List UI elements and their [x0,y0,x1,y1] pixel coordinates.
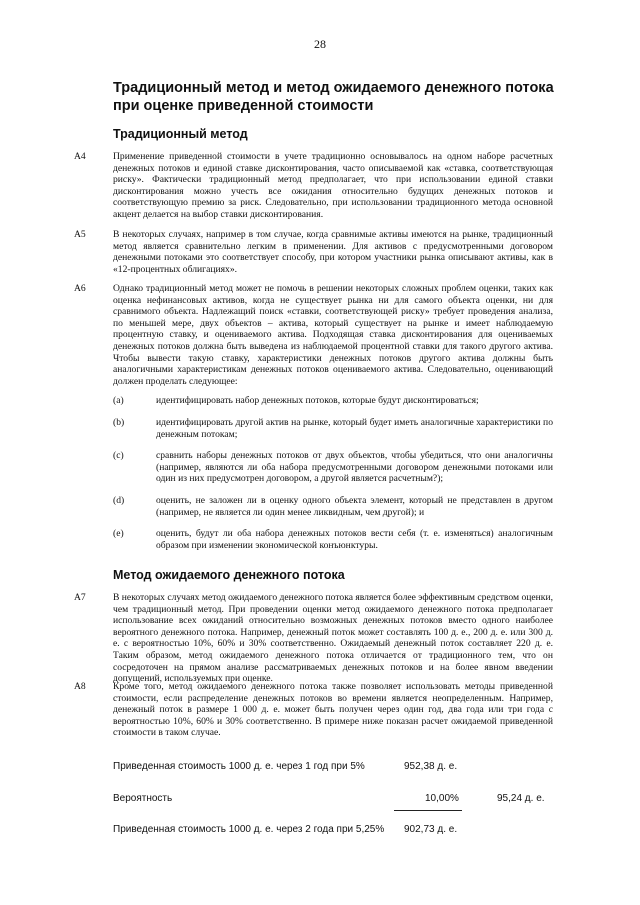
list-item-label: (e) [113,528,124,539]
title-line-1: Традиционный метод и метод ожидаемого денежного потока [113,80,554,96]
title-line-2: при оценке приведенной стоимости [113,98,374,114]
list-item-text: идентифицировать набор денежных потоков, которые будут дисконтироваться; [156,395,479,406]
paragraph-id-a7: A7 [74,592,86,603]
section-heading-expected-cash-flow: Метод ожидаемого денежного потока [113,568,345,582]
list-item-label: (b) [113,417,125,428]
section-heading-traditional: Традиционный метод [113,127,248,141]
list-item-label: (c) [113,450,124,461]
calc-row2-label: Вероятность [113,793,173,804]
paragraph-a6: Однако традиционный метод может не помочь в решении некоторых сложных проблем оценки, таких как оценка нефинансовых активов, когда не существует рынка ни для самого объекта оценки, ни для сравнимого объекта. Надлежащий поиск «ставки, соответствующей риску» требует проведения анализа, по меньшей мере, двух объектов – актива, который существует на рынке и имеет наблюдаемую процентную ставку, и оцениваемого актива. Подходящая ставка дисконтирования для оцениваемых денежных потоков должна быть выведена из наблюдаемой процентной ставки для такого другого актива. Чтобы вывести такую ставку, характеристики денежных потоков другого актива должны быть аналогичными характеристикам денежных потоков оцениваемого актива. Следовательно, оценивающий должен проделать следующее: [113,283,553,387]
page-number: 28 [314,37,326,51]
calc-row2-result: 95,24 д. е. [497,793,545,804]
calc-row1-label: Приведенная стоимость 1000 д. е. через 1 год при 5% [113,761,365,772]
calc-row2-value: 10,00% [425,793,459,804]
paragraph-id-a5: A5 [74,229,86,240]
paragraph-a5: В некоторых случаях, например в том случае, когда сравнимые активы имеются на рынке, традиционный метод является сравнительно легким в применении. Для активов с предусмотренными договором денежными потоками это соответствует способу, при котором участники рынка описывают активы, как в «12-процентных облигациях». [113,229,553,275]
paragraph-id-a4: A4 [74,151,86,162]
list-item-text: сравнить наборы денежных потоков от двух объектов, чтобы убедиться, что они аналогичны (например, являются ли оба набора предусмотренными договором денежными потоками или один из них предусмотрен договором, а другой является расчетным?); [156,450,553,485]
paragraph-a8: Кроме того, метод ожидаемого денежного потока также позволяет использовать методы приведенной стоимости, если распределение денежных потоков во времени является неопределенным. Например, денежный поток в размере 1 000 д. е. может быть получен через один год, два года или три года с вероятностью 10%, 60% и 30% соответственно. В примере ниже показан расчет ожидаемой приведенной стоимости в таком случае. [113,681,553,739]
paragraph-id-a6: A6 [74,283,86,294]
calc-underline [394,810,462,811]
list-item-text: оценить, не заложен ли в оценку одного объекта элемент, который не представлен в другом (например, не является ли один менее ликвидным, чем другой); и [156,495,553,518]
list-item-label: (d) [113,495,125,506]
list-item-text: оценить, будут ли оба набора денежных потоков вести себя (т. е. изменяться) аналогичным образом при изменении экономической конъюнктуры. [156,528,553,551]
paragraph-a4: Применение приведенной стоимости в учете традиционно основывалось на одном наборе расчетных денежных потоков и единой ставке дисконтирования, часто описываемой как «ставка, соответствующая риску». Фактически традиционный метод предполагает, что при использовании единой ставки дисконтирования можно учесть все ожидания относительно будущих денежных потоков и соответствующую премию за риск. Следовательно, при использовании традиционного метода основной акцент делается на выбор ставки дисконтирования. [113,151,553,220]
list-item-label: (a) [113,395,124,406]
calc-row3-label: Приведенная стоимость 1000 д. е. через 2 года при 5,25% [113,824,385,835]
paragraph-a7: В некоторых случаях метод ожидаемого денежного потока является более эффективным средством оценки, чем традиционный метод. При проведении оценки метод ожидаемого денежного потока предполагает использование всех ожиданий относительно возможных денежных потоков вместо одного наиболее вероятного денежного потока. Например, денежный поток может составлять 100 д. е., 200 д. е. или 300 д. е. с вероятностью 10%, 60% и 30% соответственно. Ожидаемый денежный поток составляет 220 д. е. Таким образом, метод ожидаемого денежного потока отличается от традиционного тем, что он сосредоточен на прямом анализе рассматриваемых денежных потоков и на более явном введении допущений, используемых при оценке. [113,592,553,685]
paragraph-id-a8: A8 [74,681,86,692]
calc-row1-value: 952,38 д. е. [404,761,458,772]
list-item-text: идентифицировать другой актив на рынке, который будет иметь аналогичные характеристики по денежным потокам; [156,417,553,440]
page-title [113,79,573,115]
calc-row3-value: 902,73 д. е. [404,824,458,835]
